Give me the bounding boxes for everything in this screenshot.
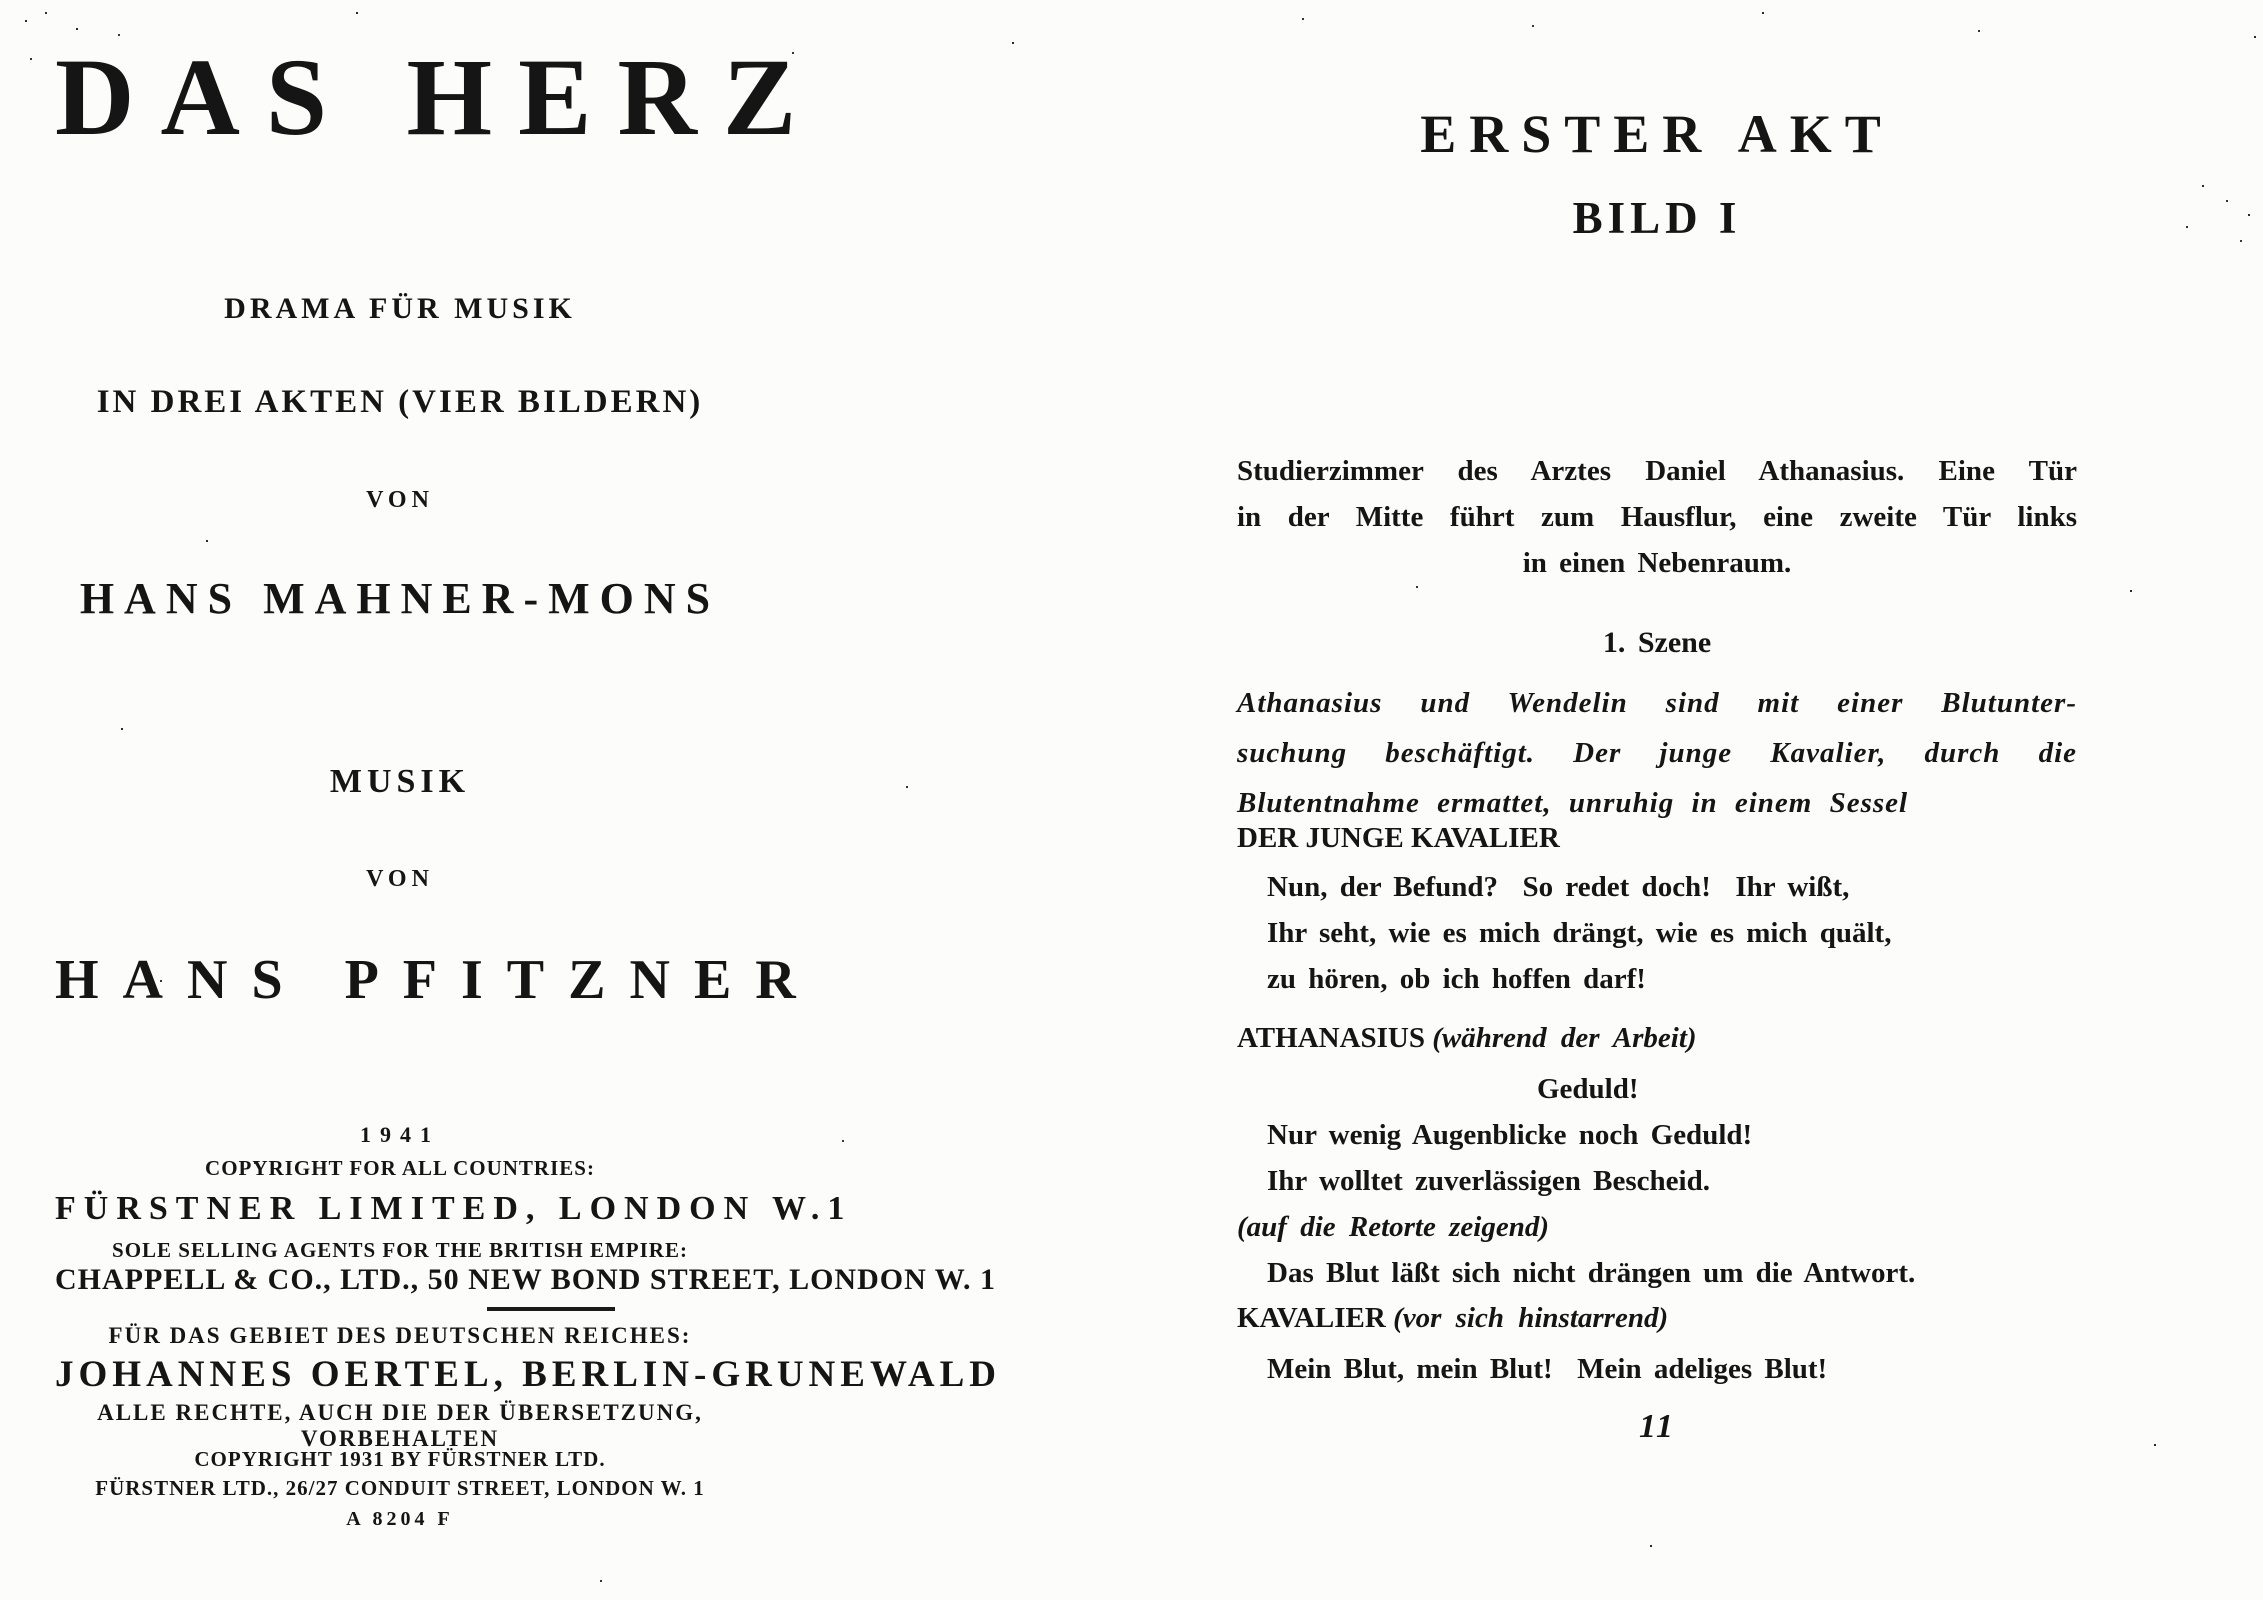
dialogue-line: Mein Blut, mein Blut! Mein adeliges Blut! [1267,1353,1828,1385]
publisher-main: FÜRSTNER LIMITED, LONDON W.1 [55,1190,853,1227]
book-title: DAS HERZ [55,36,823,158]
dialogue-kavalier-1 [1237,818,2077,1002]
speaker-name: ATHANASIUS [1237,1022,1426,1054]
subtitle-structure: IN DREI AKTEN (VIER BILDERN) [96,384,704,420]
scene-direction-line: Blutentnahme ermattet, unruhig in einem Sessel [1237,787,1909,819]
german-territory-label: FÜR DAS GEBIET DES DEUTSCHEN REICHES: [108,1323,692,1348]
speaker-name: KAVALIER [1237,1302,1386,1334]
rights-notice: ALLE RECHTE, AUCH DIE DER ÜBERSETZUNG, VORBEHALTEN [97,1400,703,1451]
scan-noise-specks [0,0,2,2]
stage-setting-line: Studierzimmer des Arztes Daniel Athanasius. Eine Tür [1237,455,2077,487]
selling-agents: CHAPPELL & CO., LTD., 50 NEW BOND STREET, LONDON W. 1 [55,1263,996,1296]
dialogue-line: Geduld! [1537,1073,1639,1105]
von-label-2: VON [366,866,434,892]
copyright-1931: COPYRIGHT 1931 BY FÜRSTNER LTD. [194,1447,606,1471]
scene-direction-line: suchung beschäftigt. Der junge Kavalier, durch die [1237,737,2077,769]
plate-number: A 8204 F [346,1508,454,1530]
act-heading: ERSTER AKT [1420,104,1894,164]
dialogue-line: Das Blut läßt sich nicht drängen um die Antwort. [1267,1257,1916,1289]
stage-setting-line: in der Mitte führt zum Hausflur, eine zweite Tür links [1237,501,2077,533]
page-number: 11 [1638,1408,1676,1445]
publisher-address: FÜRSTNER LTD., 26/27 CONDUIT STREET, LONDON W. 1 [95,1476,705,1500]
dialogue-line: zu hören, ob ich hoffen darf! [1267,963,1646,995]
speaker-stage-direction: (während der Arbeit) [1432,1022,1697,1054]
inline-stage-note: (auf die Retorte zeigend) [1237,1211,1549,1243]
composer-name: HANS PFITZNER [55,949,820,1011]
libretto-page [1237,0,2077,1600]
german-publisher: JOHANNES OERTEL, BERLIN-GRUNEWALD [55,1354,1001,1395]
dialogue-kavalier-2 [1237,1298,2077,1392]
scene-direction [1237,678,2077,828]
stage-setting-line: in einen Nebenraum. [1522,547,1792,579]
imprint-divider-rule [487,1307,615,1311]
scene-number: 1. Szene [1602,626,1712,659]
scene-direction-line: Athanasius und Wendelin sind mit einer Blutunter- [1237,687,2077,719]
dialogue-line: Ihr seht, wie es mich drängt, wie es mich quält, [1267,917,1892,949]
dialogue-line: Nun, der Befund? So redet doch! Ihr wißt, [1267,871,1850,903]
dialogue-athanasius [1237,1018,2077,1296]
publication-year: 1941 [360,1122,440,1147]
dialogue-line: Ihr wolltet zuverlässigen Bescheid. [1267,1165,1710,1197]
selling-agents-label: SOLE SELLING AGENTS FOR THE BRITISH EMPIRE: [112,1238,688,1262]
dialogue-line: Nur wenig Augenblicke noch Geduld! [1267,1119,1753,1151]
musik-label: MUSIK [329,763,471,800]
von-label-1: VON [366,487,434,513]
scene-heading: BILD I [1572,193,1742,243]
speaker-stage-direction: (vor sich hinstarrend) [1393,1302,1669,1334]
stage-setting [1237,448,2077,586]
title-page [55,0,1001,1600]
copyright-all-countries-label: COPYRIGHT FOR ALL COUNTRIES: [205,1156,595,1180]
subtitle-genre: DRAMA FÜR MUSIK [224,292,576,325]
speaker-name: DER JUNGE KAVALIER [1237,822,1560,854]
librettist-name: HANS MAHNER-MONS [79,574,721,623]
